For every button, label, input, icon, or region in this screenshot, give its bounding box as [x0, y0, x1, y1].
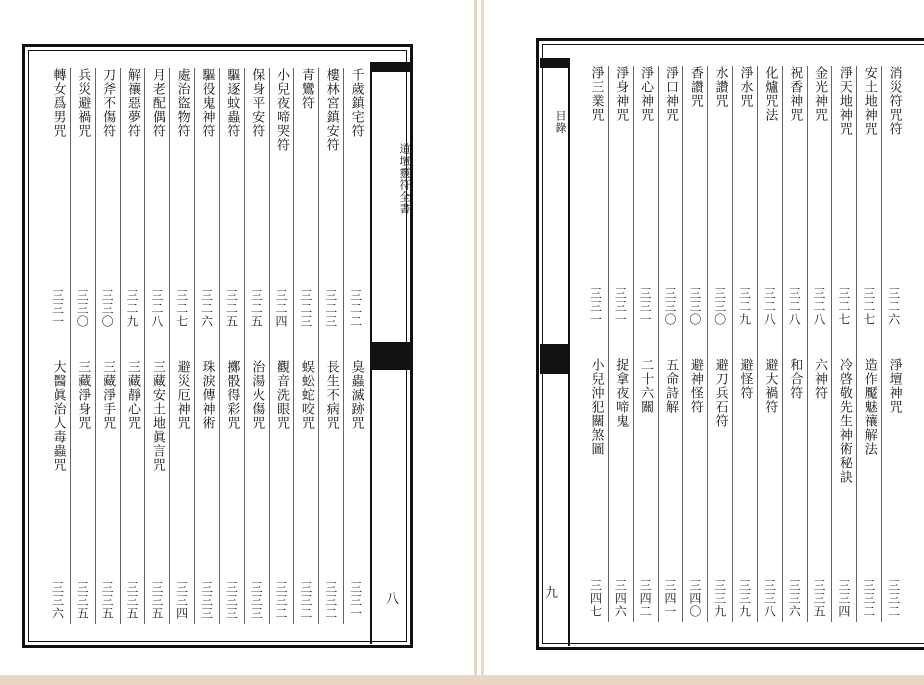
toc-entry — [708, 358, 732, 618]
toc-entry-page: 三二七 — [861, 287, 876, 326]
toc-entry — [319, 68, 343, 328]
toc-column — [682, 66, 707, 622]
toc-entry — [733, 66, 757, 326]
toc-entry-title: 淨心神咒 — [638, 66, 654, 122]
toc-entry-title: 避神怪符 — [687, 358, 703, 414]
toc-column — [95, 68, 120, 624]
toc-entry-title: 祝香神咒 — [787, 66, 803, 122]
toc-column — [856, 66, 881, 622]
toc-entry-title: 處治盜物符 — [174, 68, 190, 138]
toc-entry-page: 三三〇 — [75, 289, 90, 328]
toc-entry — [783, 358, 807, 618]
toc-column — [244, 68, 269, 624]
toc-entry-page: 三三二 — [274, 581, 289, 620]
toc-entry-title: 化爐咒法 — [762, 66, 778, 122]
toc-entry-title: 保身平安符 — [249, 68, 265, 138]
toc-entry — [145, 68, 169, 328]
toc-entry-title: 珠淚傳神術 — [199, 360, 215, 430]
toc-entry-title: 臭蟲滅跡咒 — [348, 360, 364, 430]
toc-entry — [96, 360, 120, 620]
toc-entry-page: 三二八 — [149, 289, 164, 328]
toc-entry-page: 三三四 — [836, 579, 851, 618]
toc-column — [120, 68, 145, 624]
toc-entry-page: 三三二 — [886, 579, 901, 618]
toc-entry-page: 三三八 — [762, 579, 777, 618]
left-side-strip — [370, 62, 412, 644]
toc-column — [732, 66, 757, 622]
strip-marker-top — [540, 58, 568, 68]
toc-column — [881, 66, 906, 622]
toc-entry-title: 淨天地神咒 — [836, 66, 852, 136]
toc-column — [144, 68, 169, 624]
toc-entry — [857, 66, 881, 326]
toc-entry-page: 三二九 — [737, 287, 752, 326]
toc-column — [782, 66, 807, 622]
toc-entry-title: 二十六關 — [638, 358, 654, 414]
toc-entry-page: 三二七 — [174, 289, 189, 328]
toc-entry-page: 三二五 — [249, 289, 264, 328]
toc-entry-title: 三藏靜心咒 — [124, 360, 140, 430]
page-folio: 九 — [545, 586, 559, 601]
toc-entry-title: 擲骰得彩咒 — [224, 360, 240, 430]
toc-entry-page: 三三一 — [348, 581, 363, 620]
toc-entry-title: 治湯火傷咒 — [249, 360, 265, 430]
bottom-edge — [0, 675, 924, 685]
toc-entry — [659, 66, 683, 326]
strip-marker-middle — [540, 344, 568, 374]
toc-entry-title: 蜈蚣蛇咬咒 — [298, 360, 314, 430]
toc-entry-page: 三三三 — [224, 581, 239, 620]
toc-entry-title: 小兒沖犯關煞圖 — [588, 358, 604, 456]
toc-entry — [609, 358, 633, 618]
toc-entry-page: 三二五 — [224, 289, 239, 328]
toc-entry-title: 淨三業咒 — [588, 66, 604, 122]
toc-column — [807, 66, 832, 622]
toc-entry — [46, 360, 70, 620]
toc-entry — [758, 66, 782, 326]
toc-entry-page: 三三五 — [812, 579, 827, 618]
toc-entry-title: 三藏安土地眞言咒 — [149, 360, 165, 472]
toc-entry-page: 三四〇 — [687, 579, 702, 618]
toc-entry-title: 淨水咒 — [737, 66, 753, 108]
toc-entry-title: 月老配偶符 — [149, 68, 165, 138]
toc-entry-title: 淨口神咒 — [662, 66, 678, 122]
toc-entry — [808, 66, 832, 326]
toc-entry — [882, 66, 906, 326]
toc-entry — [832, 66, 856, 326]
toc-entry-title: 解禳惡夢符 — [124, 68, 140, 138]
toc-column — [318, 68, 343, 624]
toc-entry — [121, 360, 145, 620]
toc-entry — [344, 360, 368, 620]
toc-entry — [245, 360, 269, 620]
right-page — [484, 0, 924, 675]
toc-entry-page: 三三五 — [100, 581, 115, 620]
toc-entry-page: 三二八 — [812, 287, 827, 326]
toc-entry-title: 安土地神咒 — [861, 66, 877, 136]
toc-entry-page: 三二二 — [348, 289, 363, 328]
toc-entry — [857, 358, 881, 618]
toc-entry-page: 三三〇 — [662, 287, 677, 326]
toc-entry-title: 三藏淨手咒 — [100, 360, 116, 430]
toc-entry-page: 三三六 — [787, 579, 802, 618]
toc-entry-page: 三三九 — [737, 579, 752, 618]
toc-entry — [783, 66, 807, 326]
toc-column — [293, 68, 318, 624]
toc-column — [70, 68, 95, 624]
toc-entry-title: 六神符 — [812, 358, 828, 400]
toc-entry-title: 冷啓敬先生神術秘訣 — [836, 358, 852, 484]
toc-entry-page: 三二八 — [762, 287, 777, 326]
toc-entry-title: 避刀兵石符 — [712, 358, 728, 428]
toc-column — [831, 66, 856, 622]
toc-entry-title: 觀音洗眼咒 — [274, 360, 290, 430]
gutter-edge — [474, 0, 477, 685]
toc-entry-page: 三三二 — [861, 579, 876, 618]
toc-entry — [832, 358, 856, 618]
toc-column — [757, 66, 782, 622]
toc-entry — [96, 68, 120, 328]
toc-entry-page: 三二四 — [274, 289, 289, 328]
toc-entry-title: 香讚咒 — [687, 66, 703, 108]
toc-entry-page: 三三五 — [124, 581, 139, 620]
toc-entry — [758, 358, 782, 618]
strip-marker-middle — [372, 342, 412, 370]
toc-entry-title: 避災厄神咒 — [174, 360, 190, 430]
toc-entry — [344, 68, 368, 328]
toc-entry-page: 三二三 — [323, 289, 338, 328]
toc-entry-page: 三三〇 — [687, 287, 702, 326]
toc-entry — [270, 360, 294, 620]
toc-entry-page: 三四六 — [613, 579, 628, 618]
toc-entry-title: 小兒夜啼哭符 — [274, 68, 290, 152]
toc-entry-title: 金光神咒 — [812, 66, 828, 122]
toc-entry-page: 三三九 — [712, 579, 727, 618]
toc-entry-page: 三三一 — [50, 289, 65, 328]
toc-entry — [170, 360, 194, 620]
toc-entry-title: 大醫眞治人毒蟲咒 — [50, 360, 66, 472]
toc-entry — [294, 360, 318, 620]
toc-entry-page: 三四一 — [662, 579, 677, 618]
toc-entry-title: 避怪符 — [737, 358, 753, 400]
toc-entry-title: 兵災避禍咒 — [75, 68, 91, 138]
toc-entry-page: 三三一 — [613, 287, 628, 326]
toc-entry-page: 三三二 — [323, 581, 338, 620]
toc-entry — [634, 358, 658, 618]
right-side-strip — [540, 58, 570, 646]
toc-entry-title: 長生不病咒 — [323, 360, 339, 430]
toc-entry — [71, 360, 95, 620]
toc-entry-page: 三三二 — [298, 581, 313, 620]
toc-entry-page: 三三一 — [638, 287, 653, 326]
toc-entry-page: 三二九 — [124, 289, 139, 328]
toc-entry-title: 轉女爲男咒 — [50, 68, 66, 138]
toc-column — [169, 68, 194, 624]
toc-entry-title: 青鸞符 — [298, 68, 314, 110]
toc-entry-title: 刀斧不傷符 — [100, 68, 116, 138]
toc-entry — [733, 358, 757, 618]
left-toc-columns — [46, 68, 368, 624]
toc-entry-title: 淨壇神咒 — [886, 358, 902, 414]
toc-entry-page: 三三三 — [199, 581, 214, 620]
toc-entry-title: 三藏淨身咒 — [75, 360, 91, 430]
toc-entry-page: 三二三 — [298, 289, 313, 328]
toc-entry-title: 造作魘魅禳解法 — [861, 358, 877, 456]
toc-entry-page: 三二七 — [836, 287, 851, 326]
strip-marker-top — [372, 62, 412, 72]
toc-entry — [708, 66, 732, 326]
toc-column — [608, 66, 633, 622]
toc-entry-title: 和合符 — [787, 358, 803, 400]
toc-entry — [659, 358, 683, 618]
toc-entry — [609, 66, 633, 326]
toc-entry-page: 三三〇 — [712, 287, 727, 326]
toc-column — [343, 68, 368, 624]
toc-entry-title: 水讚咒 — [712, 66, 728, 108]
toc-entry — [584, 358, 608, 618]
toc-entry-title: 樓林宮鎮安符 — [323, 68, 339, 152]
toc-entry-title: 驅役鬼神符 — [199, 68, 215, 138]
toc-entry — [170, 68, 194, 328]
toc-entry-page: 三三四 — [174, 581, 189, 620]
toc-entry — [584, 66, 608, 326]
toc-entry-title: 捉拿夜啼鬼 — [613, 358, 629, 428]
toc-entry — [46, 68, 70, 328]
toc-entry — [245, 68, 269, 328]
toc-column — [194, 68, 219, 624]
right-toc-columns — [584, 66, 906, 622]
toc-entry — [683, 66, 707, 326]
toc-entry — [294, 68, 318, 328]
toc-entry-page: 三三〇 — [100, 289, 115, 328]
page-folio: 八 — [386, 592, 400, 607]
toc-entry — [808, 358, 832, 618]
toc-entry-title: 避大禍符 — [762, 358, 778, 414]
toc-entry-page: 三三六 — [50, 581, 65, 620]
toc-entry-page: 三三一 — [588, 287, 603, 326]
toc-entry — [683, 358, 707, 618]
toc-entry-page: 三三三 — [249, 581, 264, 620]
toc-column — [658, 66, 683, 622]
toc-entry — [220, 68, 244, 328]
toc-entry — [195, 68, 219, 328]
toc-entry-page: 三二六 — [199, 289, 214, 328]
running-head: 目錄 — [554, 110, 567, 134]
toc-entry-title: 驅逐蚊蟲符 — [224, 68, 240, 138]
running-head: 道壇靈符全書 — [398, 143, 411, 215]
toc-entry-title: 千歲鎮宅符 — [348, 68, 364, 138]
toc-column — [269, 68, 294, 624]
toc-entry — [270, 68, 294, 328]
toc-entry — [121, 68, 145, 328]
toc-entry-title: 消災符咒符 — [886, 66, 902, 136]
toc-entry — [882, 358, 906, 618]
toc-entry-page: 三三五 — [75, 581, 90, 620]
toc-column — [584, 66, 608, 622]
toc-column — [633, 66, 658, 622]
toc-entry — [71, 68, 95, 328]
toc-entry-page: 三二六 — [886, 287, 901, 326]
toc-entry-page: 三二八 — [787, 287, 802, 326]
toc-entry-page: 三四二 — [638, 579, 653, 618]
toc-entry-title: 淨身神咒 — [613, 66, 629, 122]
toc-entry — [220, 360, 244, 620]
toc-column — [46, 68, 70, 624]
toc-entry-page: 三四七 — [588, 579, 603, 618]
toc-entry — [145, 360, 169, 620]
toc-entry — [634, 66, 658, 326]
toc-column — [707, 66, 732, 622]
toc-entry-title: 五命詩解 — [662, 358, 678, 414]
toc-entry-page: 三三五 — [149, 581, 164, 620]
toc-entry — [195, 360, 219, 620]
toc-column — [219, 68, 244, 624]
toc-entry — [319, 360, 343, 620]
